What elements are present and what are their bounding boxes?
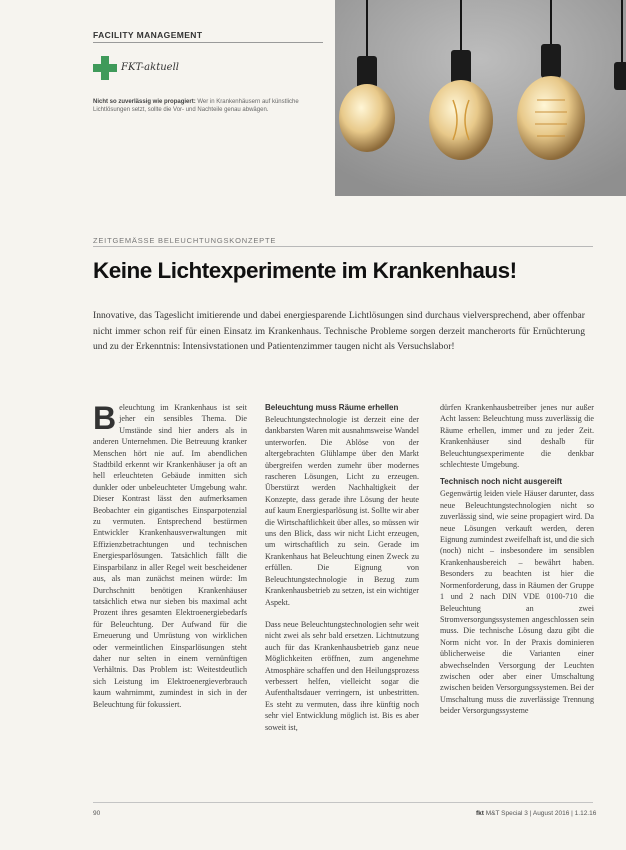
logo-text: FKT-aktuell xyxy=(121,62,179,73)
subheading: Beleuchtung muss Räume erhellen xyxy=(265,403,399,412)
rubric: ZEITGEMÄSSE BELEUCHTUNGSKONZEPTE xyxy=(93,236,277,245)
green-cross-logo-icon xyxy=(93,56,117,80)
text-column-1 xyxy=(93,402,247,710)
light-bulbs-photo xyxy=(335,0,626,196)
section-label: FACILITY MANAGEMENT xyxy=(93,30,203,40)
rubric-divider xyxy=(93,246,593,247)
paragraph: Beleuchtungstechnologie ist derzeit eine der dankbarsten Waren mit ausnahmsweise Wandel unterworfen. Die Ablöse von der altergebrachten Glühlampe über den Markt übergreifen werden zumehr über modernes rascheren Lösungen, Licht zu erzeugen. Überstürzt werden Nachhaltigkeit der Konzepte, dass gerade ihre Lösung der heute auf kaum Energiesparlösung ist. Sollte wir aber die Wirtschaftlichkeit über alles, so müssen wir uns den Blick, dass wir nicht Licht erzeugen, um wirtschaftlich zu sein. Gerade im Krankenhaus hat Beleuchtung einen Zweck zu erfüllen. Die Eignung von Beleuchtungstechnologie in Bezug zum Krankenhausbetrieb zu setzen, ist ein wichtiger Aspekt. xyxy=(265,415,419,607)
footer-divider xyxy=(93,802,593,803)
footer-issue-text: M&T Special 3 | August 2016 | 1.12.16 xyxy=(485,810,597,817)
section-divider xyxy=(93,42,323,43)
drop-cap: B xyxy=(93,400,117,436)
paragraph: Dass neue Beleuchtungstechnologien sehr weit nicht zwei als sehr bald ersetzen. Lichtnutzung auch für das Krankenhausbetrieb ganz neue Möglichkeiten eröffnen, zum angenehme Atmosphäre schaffen und den Heilungsprozess verbessert helfen, vielleicht sogar die Aufenthaltsdauer verringern, ist unbestritten. Es steht zu vermuten, dass ihre künftig noch sehr viel Entwicklung möglich ist. Bis es aber soweit ist, xyxy=(265,619,419,732)
photo-caption xyxy=(93,98,323,114)
footer-issue xyxy=(476,810,596,817)
footer-brand: fkt xyxy=(476,810,484,817)
lead-paragraph: Innovative, das Tageslicht imitierende und dabei energiesparende Lichtlösungen sind durchaus vielversprechend, aber offenbar nicht immer schon reif für einen Einsatz im Krankenhaus. Technische Probleme sorgen derzeit mancherorts für Ernüchterung und zu der Erkenntnis: Intensivstationen und Patientenzimmer taugen nicht als Versuchslabor! xyxy=(93,310,585,352)
subheading: Technisch noch nicht ausgereift xyxy=(440,477,563,487)
paragraph: dürfen Krankenhausbetreiber jenes nur außer Acht lassen: Beleuchtung muss zuverlässig die Räume erhellen, immer und zu jeder Zeit. Krankenhäuser sind deshalb für Beleuchtungsexperimente die denkbar schlechteste Umgebung. xyxy=(440,403,594,470)
paragraph: Beleuchtung im Krankenhaus ist seit jeher ein sensibles Thema. Die Umstände sind hier anders als in anderen Unternehmen. Die Betreuung kranker Menschen hört nie auf. Im abendlichen Stadtbild erkennt wir Krankenhäuser ja oft an hell erleuchteten Gebäude inmitten sich dunkler oder unbeleuchteter Umgebung wahr. Dieser Kontrast lässt den aufmerksamen Beobachter ein gigantisches Einsparpotenzial zu vermuten. Entsprechend bestürmen Entwickler Krankenhausverwaltungen mit Effizienzbetrachtungen und technischen Energiesparlösungen. Tatsächlich fällt die Einsparbilanz in aller Regel weit bescheidener aus, als man zunächst meinen würde: Im Durchschnitt benötigen Krankenhäuser tatsächlich etwa nur sieben bis maximal acht Prozent ihres gesamten Elektroenergiebedarfs für Beleuchtung. Der Aufwand für die Erneuerung und Umrüstung von wirklichen oder vermeintlichen Einsparlösungen steht daher nur selten in einem vernünftigen Verhältnis. Das Problem ist: Weitestdeutlich sich Leistung im Elektroenergieverbrauch kaum wahrnimmt, zumindest in sich in der Beleuchtung für fokussiert. xyxy=(93,400,247,709)
caption-text: Wer in Krankenhäusern auf künstliche Lichtlösungen setzt, sollte die Vor- und Nachteile genau abwägen. xyxy=(93,99,299,113)
page-number: 90 xyxy=(93,810,101,817)
headline: Keine Lichtexperimente im Krankenhaus! xyxy=(93,258,517,283)
paragraph: Gegenwärtig leiden viele Häuser darunter, dass neue Beleuchtungstechnologien nicht so zuverlässig sind, wie seine propagiert wird. Da neue Lösungen verkauft werden, deren Eignung zumindest zweifelhaft ist, und die sich (noch) nicht – insbesondere im sensiblen Krankenhausbereich – bewährt haben. Besonders zu beachten ist hier die Normenforderung, dass in Räumen der Gruppe 1 und 2 nach DIN VDE 0100-710 die Beleuchtung an zwei Stromversorgungssystemen angeschlossen sein muss. Die technische Lösung dazu gibt die Norm nicht vor. In der Praxis dominieren üblicherweise die Varianten einer abwechselnden Versorgung der Leuchten zwischen oder aber einer Umschaltung zwischen beiden Versorgungssystemen. Bei der Umschaltung muss die zuverlässige Trennung beider Versorgungssysteme xyxy=(440,489,594,716)
text-column-2 xyxy=(265,402,419,733)
caption-bold: Nicht so zuverlässig wie propagiert: xyxy=(93,99,196,105)
text-column-3 xyxy=(440,402,594,717)
